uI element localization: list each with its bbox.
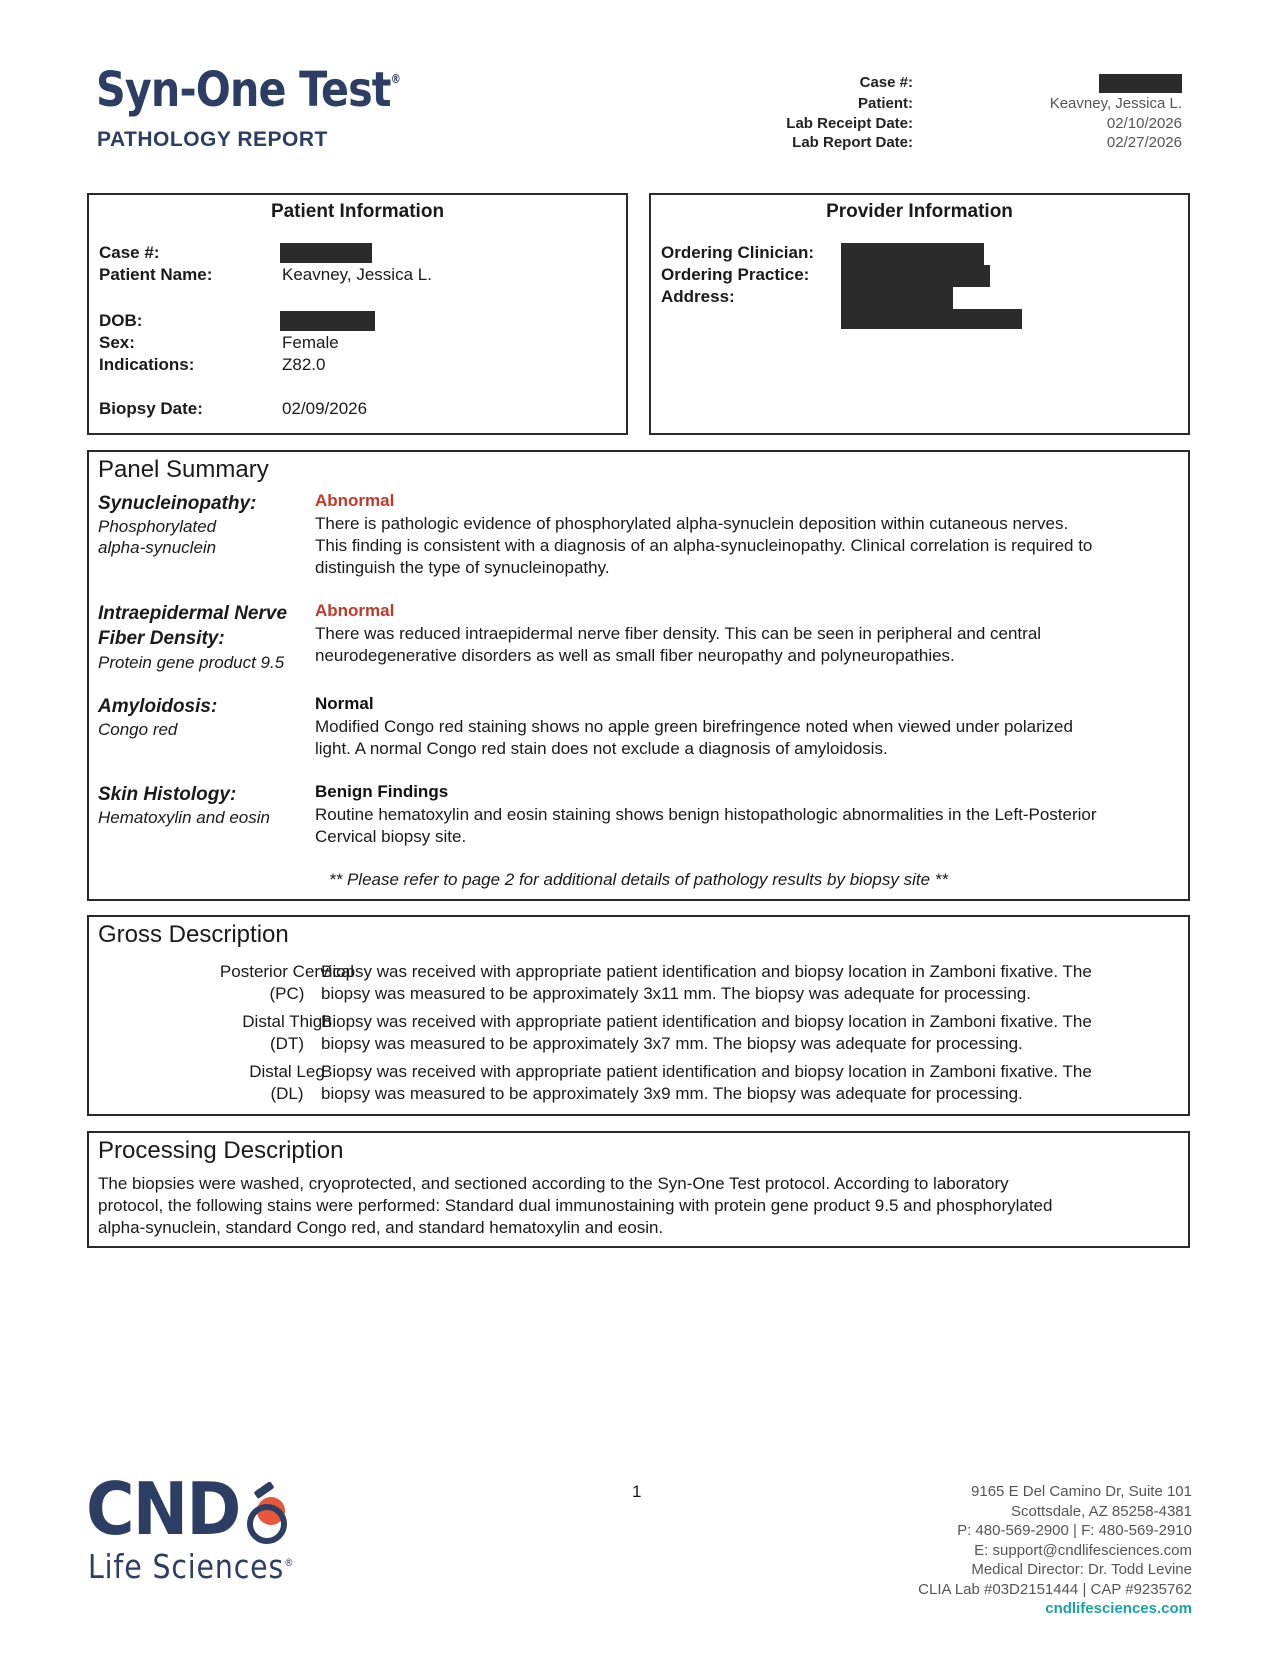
cnd-logo-subtitle: Life Sciences® xyxy=(88,1547,295,1586)
header-patient-label: Patient: xyxy=(857,95,913,112)
synucleinopathy-category: Synucleinopathy: xyxy=(98,493,257,514)
address-label: Address: xyxy=(661,287,735,306)
site-posterior-cervical: Posterior Cervical (PC) xyxy=(219,962,355,1003)
gross-description-title: Gross Description xyxy=(98,921,289,948)
nerve-fiber-density-category: Fiber Density: xyxy=(98,628,225,649)
patient-dob-label: DOB: xyxy=(99,311,143,330)
nerve-fiber-density-status: Abnormal xyxy=(315,601,395,620)
patient-name-label: Patient Name: xyxy=(99,265,213,284)
nerve-fiber-density-stain: Protein gene product 9.5 xyxy=(98,653,285,672)
amyloidosis-category: Amyloidosis: xyxy=(98,696,218,717)
amyloidosis-description: light. A normal Congo red stain does not exclude a diagnosis of amyloidosis. xyxy=(315,739,888,758)
site-description: Biopsy was received with appropriate patient identification and biopsy location in Zamboni fixative. The xyxy=(321,962,1092,981)
lab-email: E: support@cndlifesciences.com xyxy=(974,1541,1192,1559)
registered-mark: ® xyxy=(284,1556,295,1569)
processing-description-title: Processing Description xyxy=(98,1137,344,1164)
patient-case-label: Case #: xyxy=(99,243,160,262)
skin-histology-description: Routine hematoxylin and eosin staining shows benign histopathologic abnormalities in the Left-Posterior xyxy=(315,805,1097,824)
site-description: biopsy was measured to be approximately 3x9 mm. The biopsy was adequate for processing. xyxy=(321,1084,1023,1103)
patient-sex-label: Sex: xyxy=(99,333,135,352)
processing-description-text: protocol, the following stains were performed: Standard dual immunostaining with protein gene product 9.5 and phosphorylated xyxy=(98,1196,1053,1215)
patient-information-box xyxy=(87,193,628,435)
amyloidosis-description: Modified Congo red staining shows no apple green birefringence noted when viewed under polarized xyxy=(315,717,1073,736)
site-description: Biopsy was received with appropriate patient identification and biopsy location in Zamboni fixative. The xyxy=(321,1012,1092,1031)
header-report-value: 02/27/2026 xyxy=(1106,134,1182,151)
site-distal-thigh: Distal Thigh (DT) xyxy=(242,1012,332,1053)
amyloidosis-stain: Congo red xyxy=(98,720,178,739)
synucleinopathy-description: distinguish the type of synucleinopathy. xyxy=(315,558,610,577)
header-receipt-value: 02/10/2026 xyxy=(1106,115,1182,132)
website-link[interactable]: cndlifesciences.com xyxy=(1045,1600,1192,1617)
header-report-label: Lab Report Date: xyxy=(792,134,913,151)
redacted-clinician xyxy=(841,243,984,265)
synucleinopathy-status: Abnormal xyxy=(315,491,395,510)
biopsy-date-label: Biopsy Date: xyxy=(99,399,203,418)
lab-accreditation: CLIA Lab #03D2151444 | CAP #9235762 xyxy=(918,1580,1192,1598)
redacted-address xyxy=(841,309,1022,329)
synucleinopathy-description: This finding is consistent with a diagnosis of an alpha-synucleinopathy. Clinical correlation is required to xyxy=(315,536,1093,555)
nerve-fiber-density-description: There was reduced intraepidermal nerve fiber density. This can be seen in peripheral and central xyxy=(315,624,1042,643)
skin-histology-status: Benign Findings xyxy=(315,782,449,801)
nerve-fiber-density-category: Intraepidermal Nerve xyxy=(98,603,288,624)
panel-summary-box xyxy=(87,450,1190,901)
patient-information-title: Patient Information xyxy=(270,201,445,222)
skin-histology-category: Skin Histology: xyxy=(98,784,237,805)
provider-information-title: Provider Information xyxy=(826,201,1013,222)
site-distal-leg: Distal Leg (DL) xyxy=(249,1062,325,1103)
skin-histology-description: Cervical biopsy site. xyxy=(315,827,467,846)
report-brand-title: Syn-One Test® xyxy=(96,62,401,118)
page-two-note: ** Please refer to page 2 for additional details of pathology results by biopsy site ** xyxy=(329,870,948,889)
header-case-label: Case #: xyxy=(859,74,913,91)
lab-phone: P: 480-569-2900 | F: 480-569-2910 xyxy=(957,1522,1192,1539)
redacted-case-number xyxy=(1099,74,1182,93)
report-brand-subtitle: PATHOLOGY REPORT xyxy=(97,128,328,151)
redacted-dob xyxy=(280,311,375,331)
synucleinopathy-description: There is pathologic evidence of phosphorylated alpha-synuclein deposition within cutaneous nerves. xyxy=(315,514,1069,533)
skin-histology-stain: Hematoxylin and eosin xyxy=(98,808,270,827)
page-number: 1 xyxy=(632,1482,642,1501)
patient-name-value: Keavney, Jessica L. xyxy=(282,265,432,284)
ordering-clinician-label: Ordering Clinician: xyxy=(661,243,815,262)
patient-sex-value: Female xyxy=(282,333,339,352)
lab-city: Scottsdale, AZ 85258-4381 xyxy=(1011,1502,1192,1520)
site-description: biopsy was measured to be approximately 3x7 mm. The biopsy was adequate for processing. xyxy=(321,1034,1023,1053)
processing-description-box xyxy=(87,1131,1190,1248)
provider-information-box xyxy=(649,193,1190,435)
cnd-flask-logo-icon xyxy=(244,1482,294,1548)
gross-description-box xyxy=(87,915,1190,1116)
amyloidosis-status: Normal xyxy=(315,694,374,713)
lab-address: 9165 E Del Camino Dr, Suite 101 xyxy=(971,1483,1192,1500)
redacted-case-number xyxy=(280,243,372,263)
site-description: Biopsy was received with appropriate patient identification and biopsy location in Zamboni fixative. The xyxy=(321,1062,1092,1081)
biopsy-date-value: 02/09/2026 xyxy=(282,399,368,418)
redacted-address xyxy=(841,287,953,309)
cnd-logo-text: CND xyxy=(86,1467,240,1551)
synucleinopathy-stain: Phosphorylated xyxy=(98,517,217,536)
redacted-practice xyxy=(841,265,990,287)
processing-description-text: The biopsies were washed, cryoprotected, and sectioned according to the Syn-One Test protocol. According to laboratory xyxy=(98,1174,1009,1193)
patient-indications-value: Z82.0 xyxy=(282,355,326,374)
header-patient-value: Keavney, Jessica L. xyxy=(1049,95,1182,112)
processing-description-text: alpha-synuclein, standard Congo red, and standard hematoxylin and eosin. xyxy=(98,1218,664,1237)
site-description: biopsy was measured to be approximately 3x11 mm. The biopsy was adequate for processing. xyxy=(321,984,1031,1003)
medical-director: Medical Director: Dr. Todd Levine xyxy=(971,1561,1192,1578)
ordering-practice-label: Ordering Practice: xyxy=(661,265,810,284)
header-receipt-label: Lab Receipt Date: xyxy=(786,115,913,132)
nerve-fiber-density-description: neurodegenerative disorders as well as small fiber neuropathy and polyneuropathies. xyxy=(315,646,955,665)
registered-mark: ® xyxy=(390,72,401,86)
synucleinopathy-stain: alpha-synuclein xyxy=(98,538,217,557)
patient-indications-label: Indications: xyxy=(99,355,195,374)
panel-summary-title: Panel Summary xyxy=(98,456,269,483)
